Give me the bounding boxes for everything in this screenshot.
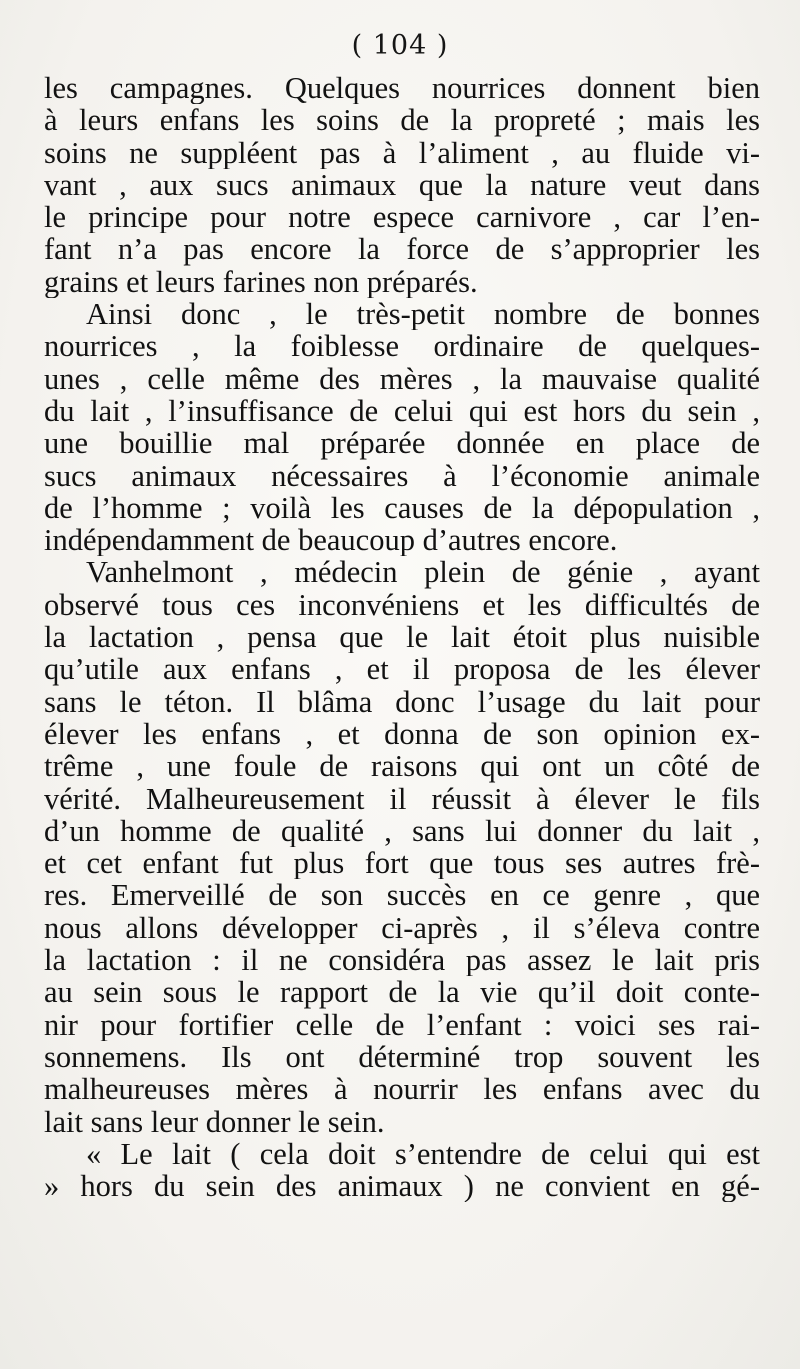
text-line: une bouillie mal préparée donnée en place de <box>44 427 760 460</box>
text-line: Vanhelmont , médecin plein de génie , ayant <box>86 556 760 589</box>
text-line: sonnemens. Ils ont déterminé trop souvent les <box>44 1040 760 1074</box>
text-line: qu’utile aux enfans , et il proposa de les élever <box>44 653 760 686</box>
text-line: et cet enfant fut plus fort que tous ses autres frè- <box>44 847 760 880</box>
text-line: Ainsi donc , le très-petit nombre de bonnes <box>86 298 760 331</box>
text-line: malheureuses mères à nourrir les enfans avec du <box>44 1073 760 1106</box>
text-line: le principe pour notre espece carnivore , car l’en- <box>44 201 760 234</box>
text-line: sans le téton. Il blâma donc l’usage du lait pour <box>44 685 760 718</box>
page-number: ( 104 ) <box>351 30 449 61</box>
paragraph-4-quotation <box>44 1138 760 1203</box>
text-line: fant n’a pas encore la force de s’approprier les <box>44 233 760 266</box>
text-line: observé tous ces inconvéniens et les difficultés de <box>44 588 760 622</box>
text-line: la lactation , pensa que le lait étoit plus nuisible <box>44 621 760 654</box>
text-line: nous allons développer ci-après , il s’éleva contre <box>44 911 760 945</box>
text-line: res. Emerveillé de son succès en ce genre , que <box>44 879 760 912</box>
body-text <box>44 72 760 1202</box>
text-line: unes , celle même des mères , la mauvaise qualité <box>44 362 760 395</box>
text-line: » hors du sein des animaux ) ne convient en gé- <box>44 1170 760 1203</box>
text-line: nourrices , la foiblesse ordinaire de quelques- <box>44 330 760 363</box>
text-line: d’un homme de qualité , sans lui donner du lait , <box>44 814 760 848</box>
text-line: sucs animaux nécessaires à l’économie animale <box>44 459 760 492</box>
text-line: du lait , l’insuffisance de celui qui est hors du sein , <box>44 394 760 428</box>
text-line: indépendamment de beaucoup d’autres encore. <box>44 524 618 557</box>
text-line: « Le lait ( cela doit s’entendre de celui qui est <box>86 1137 760 1171</box>
text-line: à leurs enfans les soins de la propreté ; mais les <box>44 104 760 137</box>
text-line: les campagnes. Quelques nourrices donnent bien <box>44 72 760 105</box>
paragraph-1 <box>44 72 760 298</box>
paragraph-3 <box>44 556 760 1137</box>
text-line: élever les enfans , et donna de son opinion ex- <box>44 717 760 751</box>
text-line: lait sans leur donner le sein. <box>44 1105 385 1138</box>
text-line: soins ne suppléent pas à l’aliment , au fluide vi- <box>44 136 760 169</box>
text-line: au sein sous le rapport de la vie qu’il doit conte- <box>44 976 760 1009</box>
text-line: de l’homme ; voilà les causes de la dépopulation , <box>44 491 760 525</box>
text-line: grains et leurs farines non préparés. <box>44 265 478 299</box>
text-line: vant , aux sucs animaux que la nature veut dans <box>44 168 760 202</box>
text-line: trême , une foule de raisons qui ont un côté de <box>44 750 760 783</box>
text-line: la lactation : il ne considéra pas assez le lait pris <box>44 944 760 977</box>
paragraph-2 <box>44 298 760 556</box>
text-line: vérité. Malheureusement il réussit à élever le fils <box>44 782 760 815</box>
text-line: nir pour fortifier celle de l’enfant : voici ses rai- <box>44 1008 760 1041</box>
